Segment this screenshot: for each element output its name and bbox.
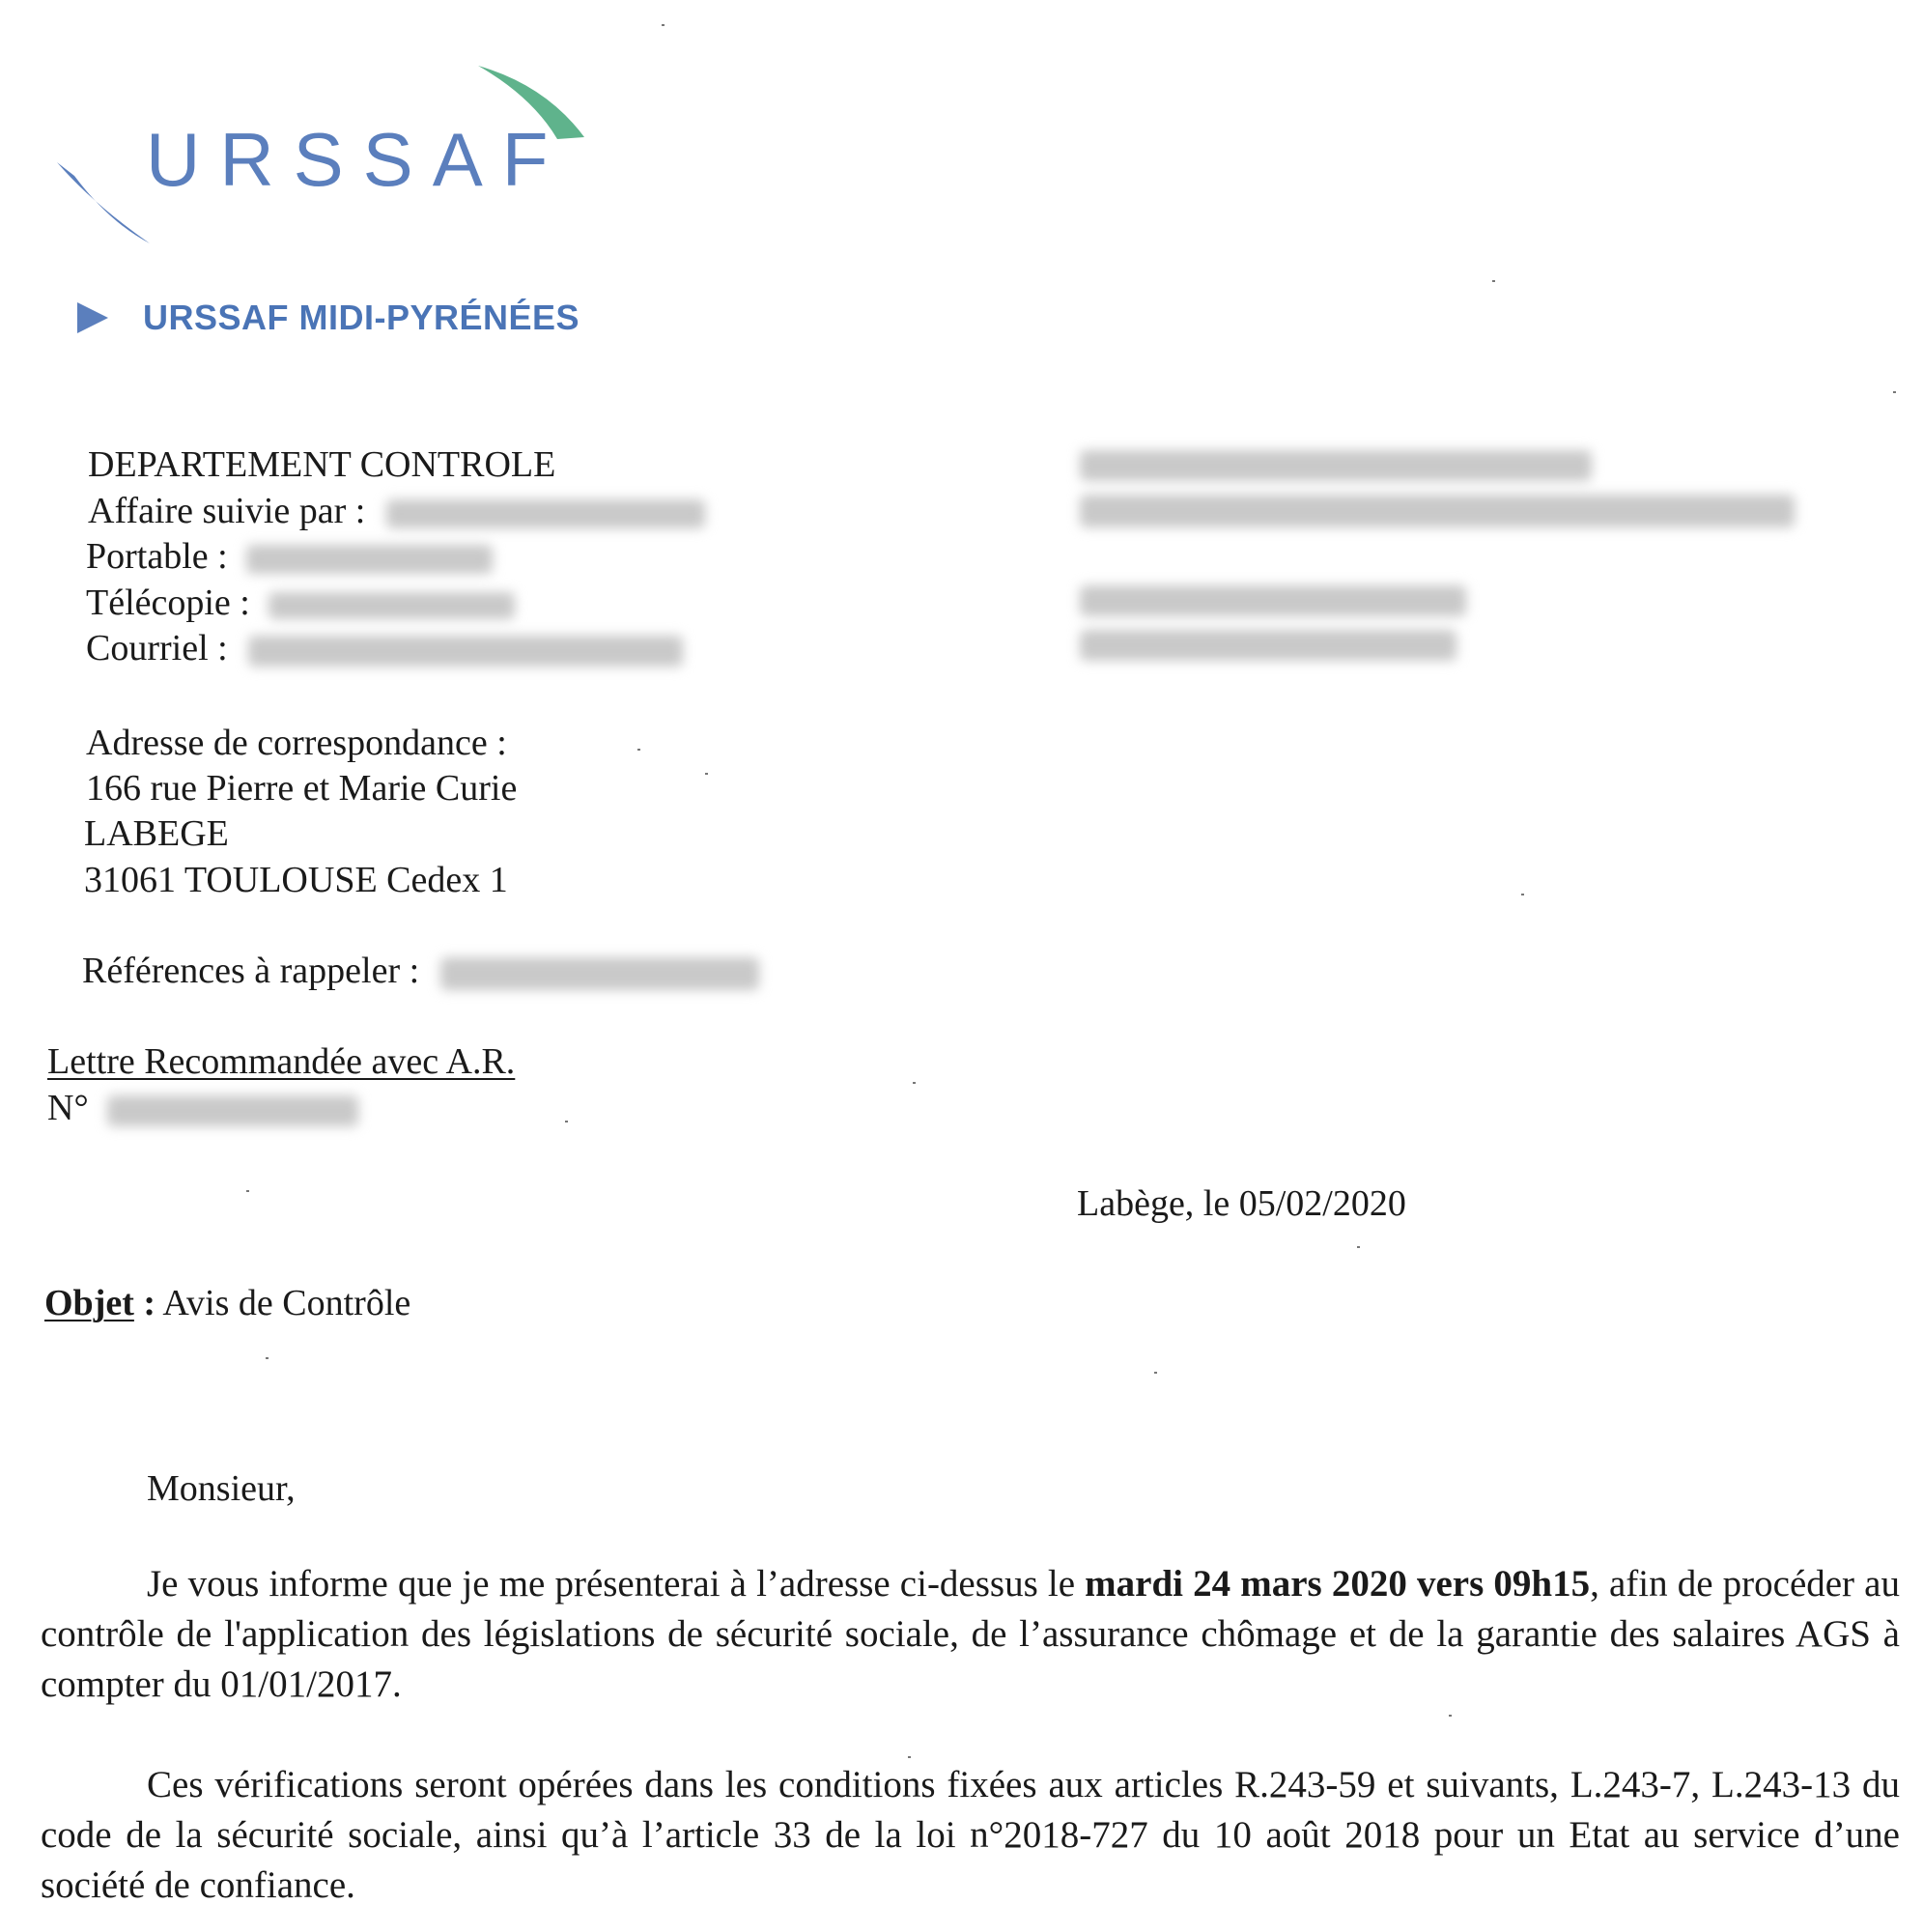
followed-by-label: Affaire suivie par :: [88, 491, 366, 531]
redacted-email: [248, 636, 683, 667]
email-label: Courriel :: [86, 628, 228, 668]
redacted-name: [386, 499, 705, 528]
references-label: Références à rappeler :: [82, 951, 420, 991]
redacted-fax: [269, 592, 515, 619]
logo-blue-arc: [57, 162, 150, 243]
fax-row: [86, 584, 515, 621]
redacted-recipient-company: [1080, 495, 1795, 527]
redacted-recipient-city: [1080, 630, 1456, 661]
registered-number-row: [47, 1090, 358, 1126]
salutation: Monsieur,: [147, 1468, 296, 1509]
subject-label: Objet: [44, 1283, 134, 1323]
correspondence-street: 166 rue Pierre et Marie Curie: [86, 768, 518, 809]
region-header: [75, 298, 580, 338]
registered-number-label: N°: [47, 1088, 89, 1128]
paragraph-1-intro: Je vous informe que je me présenterai à l’adresse ci-dessus le: [147, 1563, 1086, 1605]
redacted-references: [440, 957, 759, 990]
paragraph-1-date: mardi 24 mars 2020 vers 09h15: [1085, 1563, 1591, 1605]
body-paragraph-1: [41, 1559, 1900, 1710]
redacted-recipient-name: [1080, 450, 1592, 481]
subject-separator: :: [133, 1283, 156, 1323]
correspondence-place: LABEGE: [84, 813, 229, 854]
subject-row: [44, 1285, 410, 1321]
fax-label: Télécopie :: [86, 582, 250, 623]
recipient-block: [1080, 450, 1795, 661]
region-label: URSSAF MIDI-PYRÉNÉES: [143, 298, 580, 337]
email-row: [86, 630, 683, 667]
logo-text: URSSAF: [146, 117, 568, 202]
references-row: [82, 952, 759, 990]
redacted-recipient-street: [1080, 585, 1466, 616]
mobile-row: [86, 538, 493, 575]
followed-by-row: [88, 493, 705, 529]
urssaf-logo: [53, 58, 594, 251]
paragraph-1-rest: , afin de procéder au contrôle de l'application des législations de sécurité sociale, de l’assurance chômage et de la garantie des salaires AGS à compter du 01/01/2017.: [41, 1563, 1900, 1705]
body-paragraph-2: Ces vérifications seront opérées dans les conditions fixées aux articles R.243-59 et suivants, L.243-7, L.243-13 du code de la sécurité sociale, ainsi qu’à l’article 33 de la loi n°2018-727 du 10 août 2018 pour un Etat au service d’une société de confiance.: [41, 1764, 1900, 1906]
redacted-mobile: [246, 545, 493, 574]
subject-text: Avis de Contrôle: [156, 1283, 411, 1323]
department: DEPARTEMENT CONTROLE: [88, 444, 556, 485]
mobile-label: Portable :: [86, 536, 228, 577]
date-line: Labège, le 05/02/2020: [1077, 1183, 1406, 1224]
correspondence-label: Adresse de correspondance :: [86, 723, 507, 763]
registered-letter-title: Lettre Recommandée avec A.R.: [47, 1041, 516, 1082]
correspondence-city: 31061 TOULOUSE Cedex 1: [84, 860, 508, 900]
triangle-right-icon: [75, 300, 110, 335]
redacted-registered-number: [107, 1095, 358, 1126]
